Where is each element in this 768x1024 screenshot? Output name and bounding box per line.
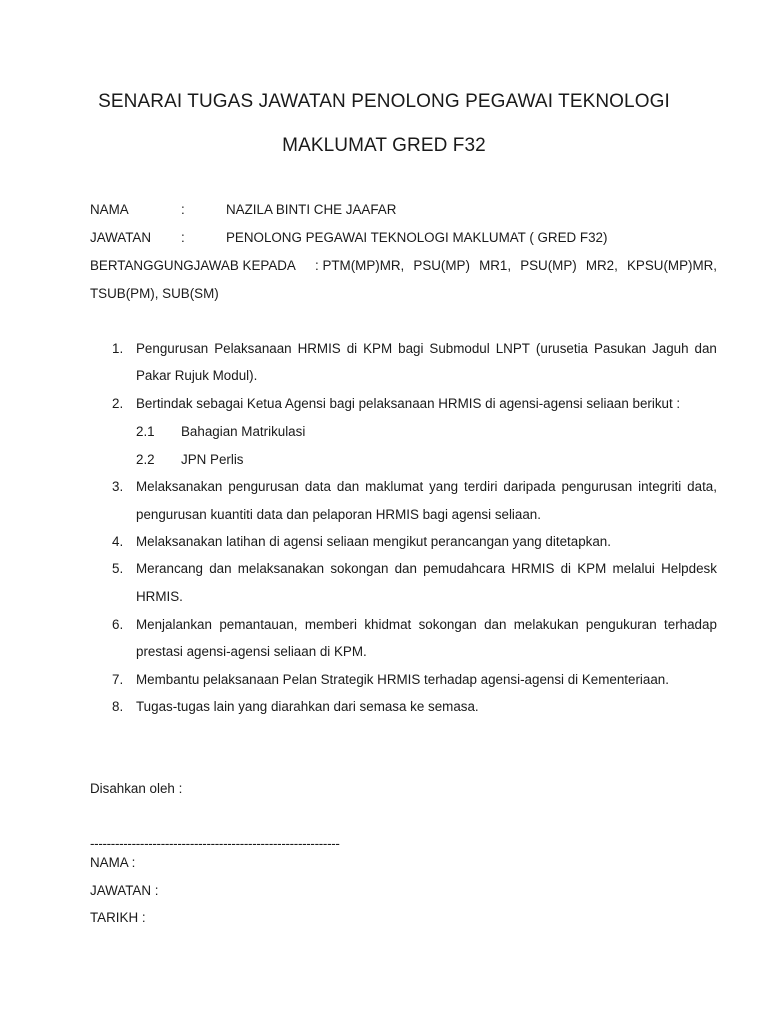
word: pengurusan	[228, 479, 299, 494]
sub-item-text: Bahagian Matrikulasi	[181, 424, 306, 439]
word: MR2,	[585, 258, 618, 273]
word: data,	[687, 479, 717, 494]
word: pemantauan,	[219, 617, 298, 632]
word: daripada	[503, 479, 556, 494]
bertanggungjawab-value-line1	[315, 258, 717, 273]
list-item-text-line2: pengurusan kuantiti data dan pelaporan HRMIS bagi agensi seliaan.	[136, 507, 541, 522]
word: memberi	[304, 617, 357, 632]
word: melakukan	[513, 617, 579, 632]
word: melaksanakan	[237, 561, 325, 576]
word: PSU(MP)	[413, 258, 470, 273]
word: sokongan	[330, 561, 389, 576]
list-item-text-line2: Pakar Rujuk Modul).	[136, 368, 258, 383]
sub-item-text: JPN Perlis	[181, 452, 244, 467]
word: KPM	[363, 341, 393, 356]
bertanggungjawab-label: BERTANGGUNGJAWAB KEPADA	[90, 258, 296, 273]
word: Merancang	[136, 561, 203, 576]
list-item-number: 4.	[112, 534, 124, 549]
list-item-number: 5.	[112, 561, 124, 576]
nama-label: NAMA	[90, 202, 129, 217]
approver-nama-label: NAMA :	[90, 855, 136, 870]
list-item-text-line1	[136, 341, 717, 356]
word: HRMIS	[297, 341, 341, 356]
word: pengukuran	[585, 617, 657, 632]
word: Pelaksanaan	[214, 341, 292, 356]
signature-line: ------------------------------------------------------------	[90, 836, 340, 851]
list-item-text-line2: prestasi agensi-agensi seliaan di KPM.	[136, 644, 367, 659]
list-item-text-line1	[136, 479, 717, 494]
word: Melaksanakan	[136, 479, 223, 494]
jawatan-colon: :	[181, 230, 185, 245]
word: khidmat	[364, 617, 412, 632]
list-item-text-line2: HRMIS.	[136, 589, 183, 604]
word: LNPT	[495, 341, 530, 356]
word: maklumat	[365, 479, 424, 494]
word: integriti	[638, 479, 682, 494]
word: Pengurusan	[136, 341, 209, 356]
word: Submodul	[429, 341, 490, 356]
word: KPM	[577, 561, 607, 576]
list-item-text-line1	[136, 617, 717, 632]
word: (urusetia	[535, 341, 589, 356]
sub-item-number: 2.1	[136, 424, 155, 439]
word: terhadap	[664, 617, 717, 632]
word: MR1,	[479, 258, 512, 273]
list-item-text-line1: Bertindak sebagai Ketua Agensi bagi pelaksanaan HRMIS di agensi-agensi seliaan berikut :	[136, 396, 681, 411]
list-item-text-line1	[136, 561, 717, 576]
word: bagi	[398, 341, 424, 356]
document-title-line1: SENARAI TUGAS JAWATAN PENOLONG PEGAWAI TEKNOLOGI	[98, 91, 670, 112]
sub-item-number: 2.2	[136, 452, 155, 467]
word: terdiri	[464, 479, 498, 494]
word: : PTM(MP)MR,	[315, 258, 405, 273]
list-item-number: 8.	[112, 699, 124, 714]
word: di	[346, 341, 358, 356]
word: dan	[209, 561, 232, 576]
document-title-line2: MAKLUMAT GRED F32	[282, 135, 486, 156]
approver-jawatan-label: JAWATAN :	[90, 883, 159, 898]
list-item-text-line1: Melaksanakan latihan di agensi seliaan mengikut perancangan yang ditetapkan.	[136, 534, 611, 549]
word: Jaguh	[652, 341, 689, 356]
bertanggungjawab-value-line2: TSUB(PM), SUB(SM)	[90, 286, 219, 301]
word: HRMIS	[511, 561, 555, 576]
word: KPSU(MP)MR,	[626, 258, 717, 273]
word: pemudahcara	[423, 561, 506, 576]
approver-tarikh-label: TARIKH :	[90, 910, 146, 925]
list-item-number: 1.	[112, 341, 124, 356]
word: dan	[694, 341, 717, 356]
word: dan	[336, 479, 360, 494]
word: Menjalankan	[136, 617, 212, 632]
list-item-number: 7.	[112, 672, 124, 687]
nama-value: NAZILA BINTI CHE JAAFAR	[226, 202, 397, 217]
word: sokongan	[418, 617, 477, 632]
disahkan-oleh-label: Disahkan oleh :	[90, 781, 183, 796]
jawatan-label: JAWATAN	[90, 230, 151, 245]
word: dan	[394, 561, 417, 576]
nama-colon: :	[181, 202, 185, 217]
word: melalui	[612, 561, 655, 576]
word: Pasukan	[593, 341, 647, 356]
word: di	[560, 561, 572, 576]
list-item-text-line1: Tugas-tugas lain yang diarahkan dari semasa ke semasa.	[136, 699, 479, 714]
list-item-number: 3.	[112, 479, 124, 494]
word: PSU(MP)	[520, 258, 577, 273]
word: yang	[429, 479, 459, 494]
list-item-number: 6.	[112, 617, 124, 632]
jawatan-value: PENOLONG PEGAWAI TEKNOLOGI MAKLUMAT ( GRED F32)	[226, 230, 608, 245]
list-item-number: 2.	[112, 396, 124, 411]
word: dan	[484, 617, 507, 632]
word: Helpdesk	[661, 561, 717, 576]
word: pengurusan	[561, 479, 633, 494]
word: data	[304, 479, 331, 494]
list-item-text-line1: Membantu pelaksanaan Pelan Strategik HRMIS terhadap agensi-agensi di Kementeriaan.	[136, 672, 669, 687]
